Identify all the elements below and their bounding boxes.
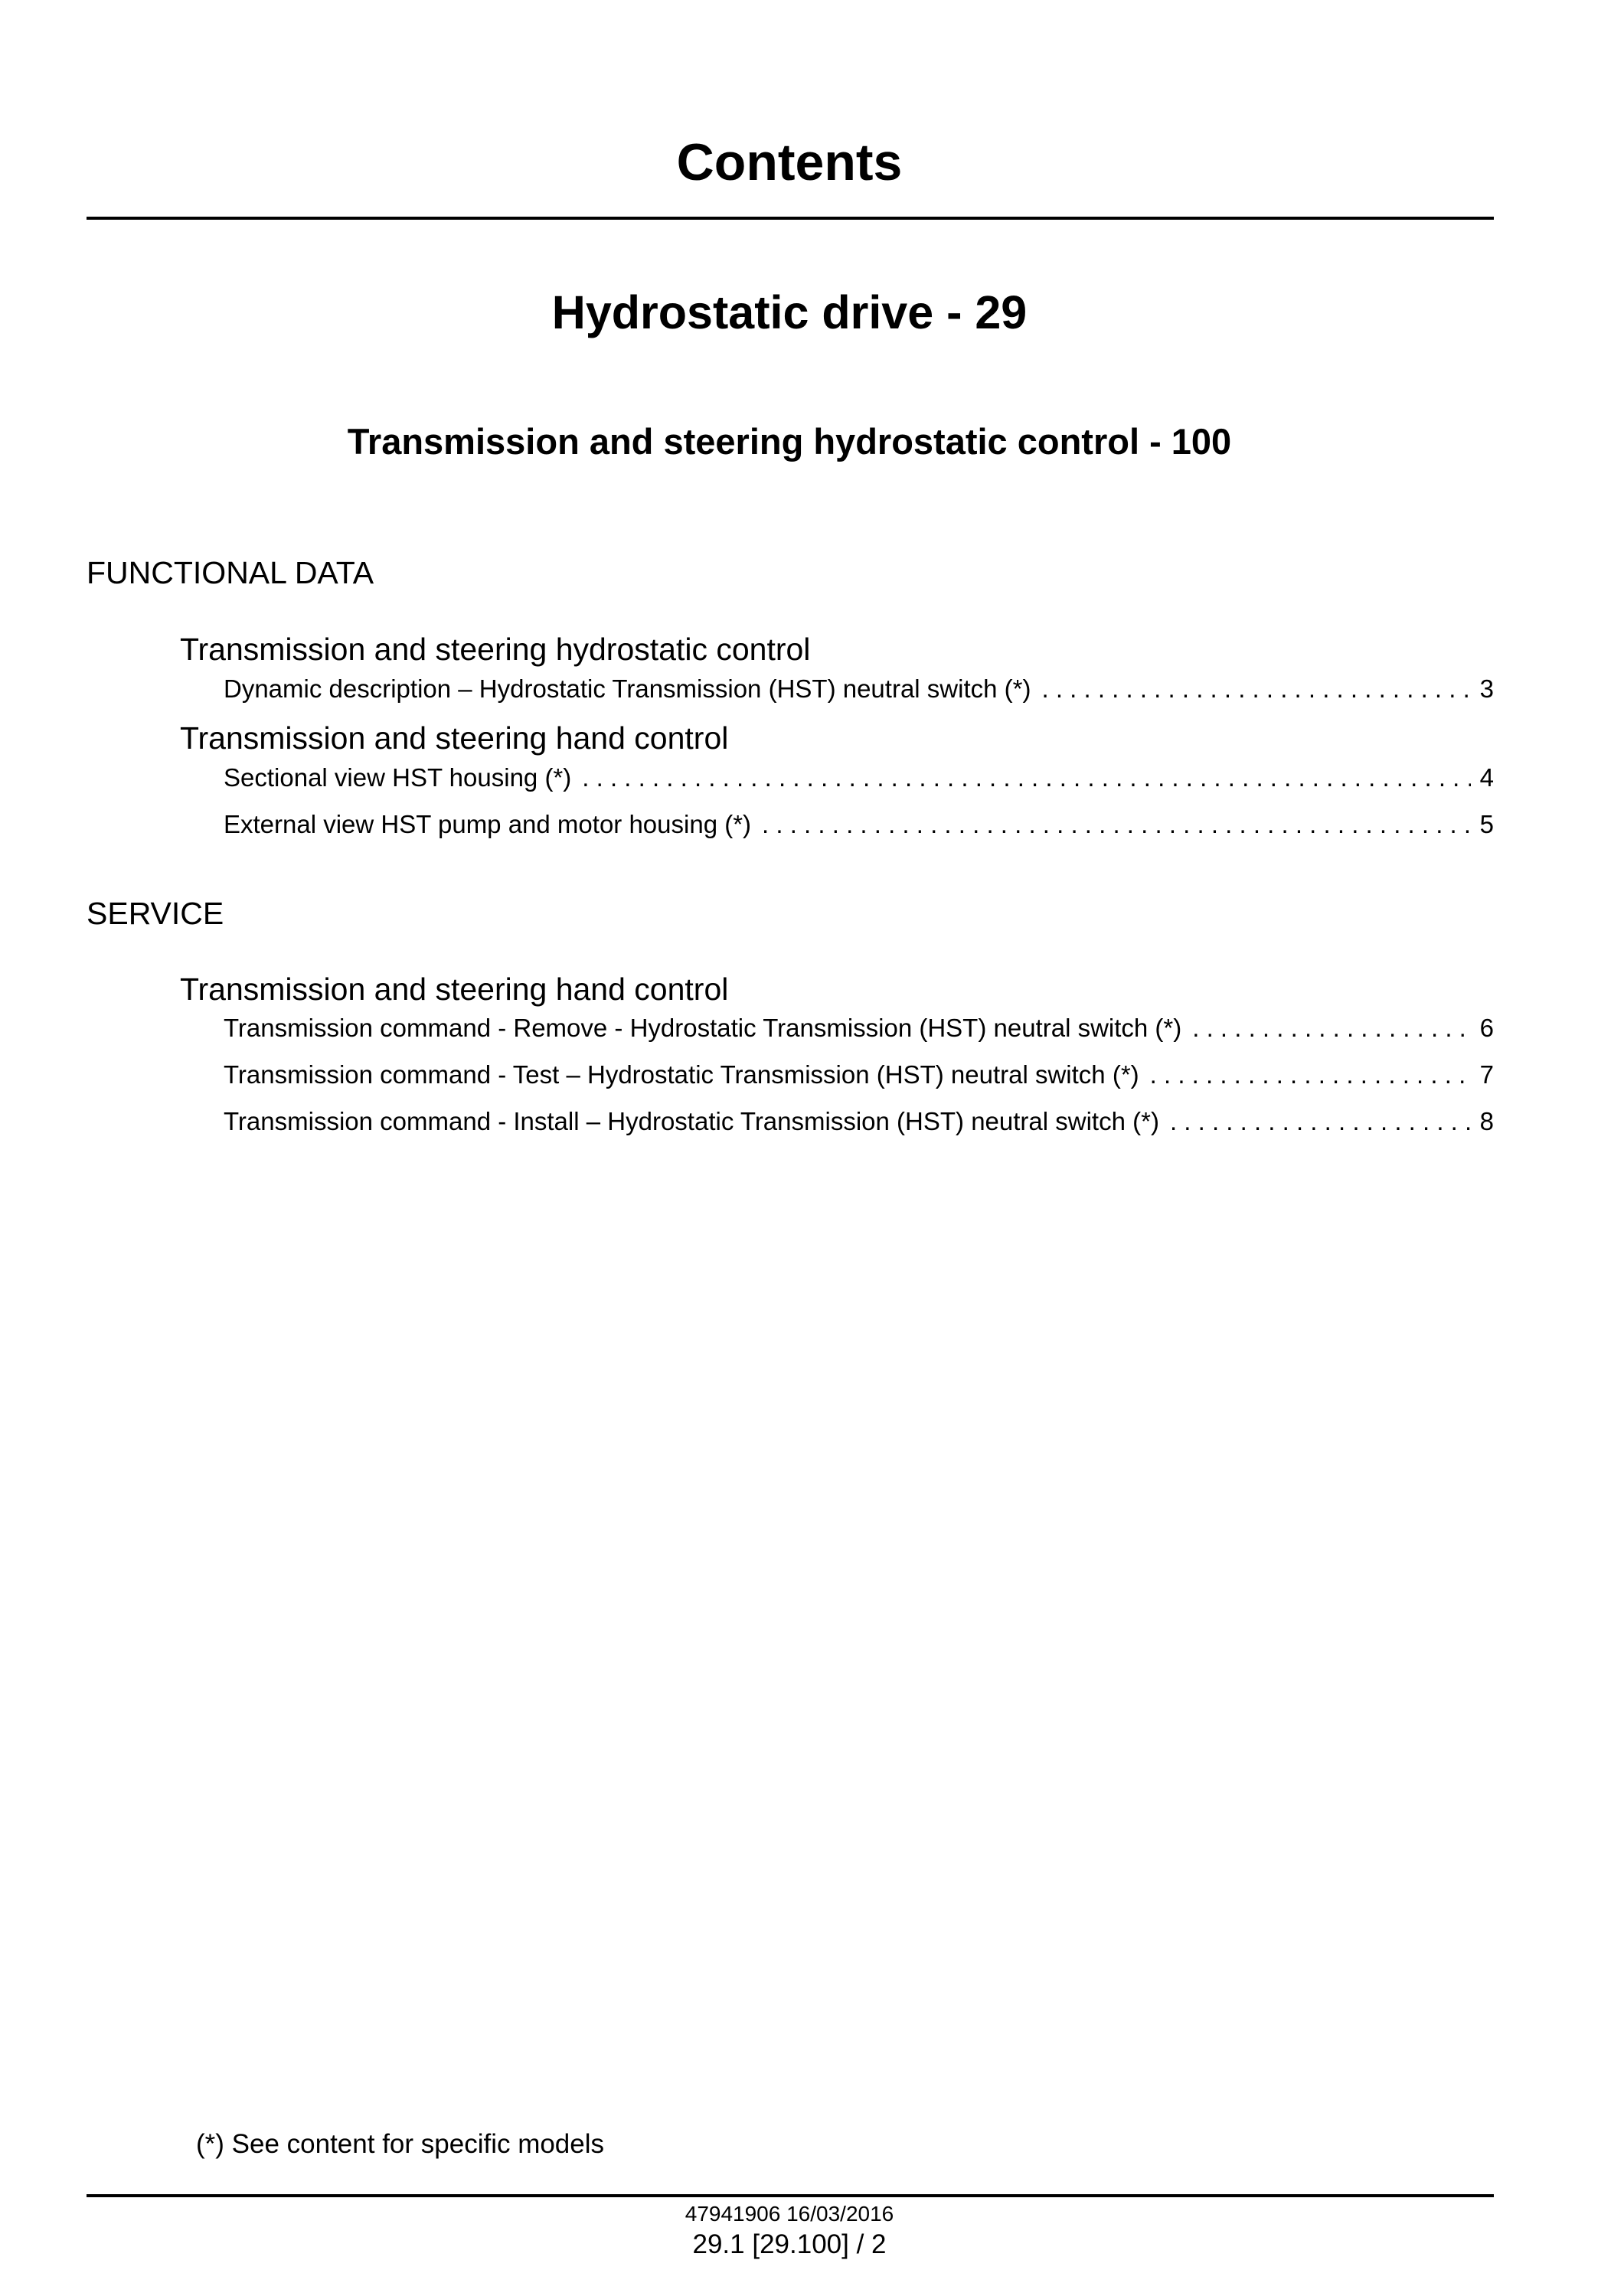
footnote: (*) See content for specific models	[196, 2129, 605, 2159]
subsection-title: Transmission and steering hydrostatic control - 100	[347, 421, 1232, 462]
page-reference: 29.1 [29.100] / 2	[692, 2229, 887, 2259]
toc-entry[interactable]	[224, 763, 1494, 793]
toc-group-title: Transmission and steering hand control	[180, 972, 729, 1007]
toc-entry-title: Transmission command - Remove - Hydrostatic Transmission (HST) neutral switch (*)	[224, 1014, 1182, 1042]
toc-entry[interactable]	[224, 1060, 1494, 1090]
toc-entry-page: 4	[1479, 763, 1494, 792]
dot-leader	[1041, 674, 1470, 704]
toc-entry-title: External view HST pump and motor housing (*)	[224, 810, 752, 838]
section-title: Hydrostatic drive - 29	[551, 286, 1028, 338]
footer-divider	[87, 2194, 1494, 2197]
toc-entry-title: Transmission command - Test – Hydrostatic Transmission (HST) neutral switch (*)	[224, 1060, 1139, 1089]
dot-leader	[582, 763, 1470, 793]
dot-leader	[762, 809, 1471, 840]
dot-leader	[1192, 1013, 1470, 1043]
toc-entry-page: 8	[1479, 1107, 1494, 1135]
toc-entry[interactable]	[224, 1013, 1494, 1043]
toc-entry-title: Transmission command - Install – Hydrostatic Transmission (HST) neutral switch (*)	[224, 1107, 1159, 1135]
page-title: Contents	[676, 133, 903, 191]
toc-entry-page: 5	[1479, 810, 1494, 838]
category-functional-data: FUNCTIONAL DATA	[87, 555, 374, 590]
toc-entry[interactable]	[224, 809, 1494, 840]
toc-entry-page: 3	[1479, 674, 1494, 703]
toc-group-title: Transmission and steering hydrostatic control	[180, 632, 811, 667]
toc-entry[interactable]	[224, 674, 1494, 704]
document-id: 47941906 16/03/2016	[685, 2202, 894, 2226]
toc-entry-title: Sectional view HST housing (*)	[224, 763, 572, 792]
toc-entry[interactable]	[224, 1106, 1494, 1137]
category-service: SERVICE	[87, 896, 224, 931]
toc-group-title: Transmission and steering hand control	[180, 720, 729, 756]
toc-entry-page: 6	[1479, 1014, 1494, 1042]
dot-leader	[1150, 1060, 1471, 1090]
header-divider	[87, 217, 1494, 220]
dot-leader	[1170, 1106, 1471, 1137]
toc-entry-page: 7	[1479, 1060, 1494, 1089]
toc-entry-title: Dynamic description – Hydrostatic Transmission (HST) neutral switch (*)	[224, 674, 1031, 703]
